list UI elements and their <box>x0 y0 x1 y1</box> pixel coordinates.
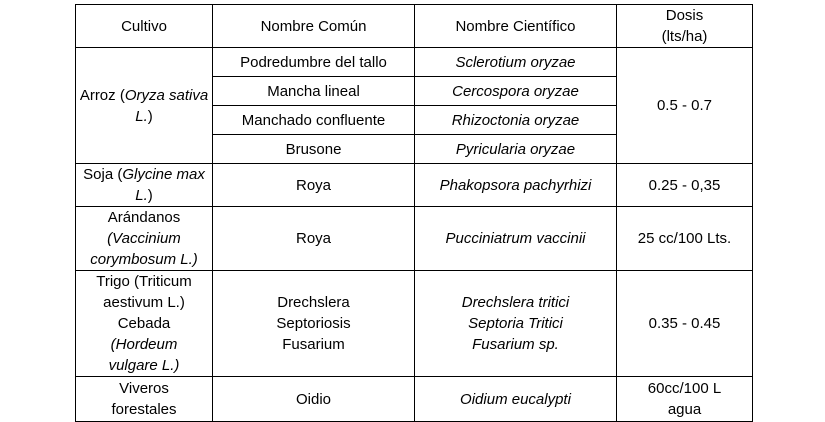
crop-line-cebada: Cebada <box>117 315 171 332</box>
crop-name-arroz: Arroz ( <box>79 86 125 104</box>
crop-sci-arandanos-1: (Vaccinium <box>107 230 181 247</box>
table-row-arroz-1 <box>76 48 753 77</box>
crop-sci-arandanos-2: corymbosum L.) <box>90 251 198 268</box>
scientific-name-cell: Sclerotium oryzae <box>415 48 617 77</box>
header-nombre-cientifico: Nombre Científico <box>415 5 617 48</box>
common-name-cell: Manchado confluente <box>213 106 415 135</box>
crop-sci-soja: Glycine max L. <box>122 166 205 204</box>
common-name-cell: Roya <box>213 164 415 207</box>
scientific-name-cell <box>415 271 617 377</box>
common-name-cell: Mancha lineal <box>213 77 415 106</box>
common-name-cell: Brusone <box>213 135 415 164</box>
table-row-trigo-cebada <box>76 271 753 377</box>
header-dosis <box>617 5 753 48</box>
dose-cell-trigo-cebada: 0.35 - 0.45 <box>617 271 753 377</box>
dose-cell-soja: 0.25 - 0,35 <box>617 164 753 207</box>
crop-suffix-arroz: ) <box>147 107 153 125</box>
common-name-item: Fusarium <box>282 336 345 353</box>
common-name-cell: Roya <box>213 207 415 271</box>
header-row <box>76 5 753 48</box>
header-dosis-unit: (lts/ha) <box>661 28 708 45</box>
header-cultivo: Cultivo <box>76 5 213 48</box>
crop-cell-arandanos <box>76 207 213 271</box>
crop-line-viveros-2: forestales <box>111 401 177 418</box>
scientific-name-cell: Cercospora oryzae <box>415 77 617 106</box>
header-nombre-comun: Nombre Común <box>213 5 415 48</box>
crop-dosage-table <box>75 4 753 422</box>
common-name-cell: Oidio <box>213 377 415 422</box>
scientific-name-item: Fusarium sp. <box>472 336 559 353</box>
scientific-name-cell: Phakopsora pachyrhizi <box>415 164 617 207</box>
crop-name-soja: Soja ( <box>83 166 123 183</box>
common-name-item: Drechslera <box>277 294 350 311</box>
dose-cell-viveros <box>617 377 753 422</box>
table-row-viveros <box>76 377 753 422</box>
scientific-name-cell: Rhizoctonia oryzae <box>415 106 617 135</box>
table-row-arandanos <box>76 207 753 271</box>
dose-cell-arroz: 0.5 - 0.7 <box>617 48 753 164</box>
scientific-name-item: Drechslera tritici <box>461 294 570 311</box>
common-name-cell: Podredumbre del tallo <box>213 48 415 77</box>
common-name-item: Septoriosis <box>276 315 351 332</box>
crop-line-trigo-2: aestivum L.) <box>103 294 185 311</box>
scientific-name-cell: Pucciniatrum vaccinii <box>415 207 617 271</box>
crop-sci-cebada-1: (Hordeum <box>110 336 178 353</box>
crop-line-trigo-1: Trigo (Triticum <box>96 273 192 290</box>
crop-sci-arroz: Oryza sativa L. <box>124 86 209 125</box>
table-row-soja <box>76 164 753 207</box>
crop-suffix-soja: ) <box>147 187 153 204</box>
dose-cell-arandanos: 25 cc/100 Lts. <box>617 207 753 271</box>
scientific-name-cell: Pyricularia oryzae <box>415 135 617 164</box>
dose-line-viveros-1: 60cc/100 L <box>647 380 722 397</box>
crop-sci-cebada-2: vulgare L.) <box>108 357 180 374</box>
crop-cell-soja <box>76 164 213 207</box>
header-dosis-label: Dosis <box>665 7 704 24</box>
scientific-name-item: Septoria Tritici <box>468 315 563 332</box>
scientific-name-cell: Oidium eucalypti <box>415 377 617 422</box>
crop-line-viveros-1: Viveros <box>119 380 169 397</box>
crop-cell-arroz <box>76 48 213 164</box>
crop-cell-viveros <box>76 377 213 422</box>
dose-line-viveros-2: agua <box>667 401 702 418</box>
common-name-cell <box>213 271 415 377</box>
crop-name-arandanos: Arándanos <box>107 209 181 226</box>
crop-cell-trigo-cebada <box>76 271 213 377</box>
